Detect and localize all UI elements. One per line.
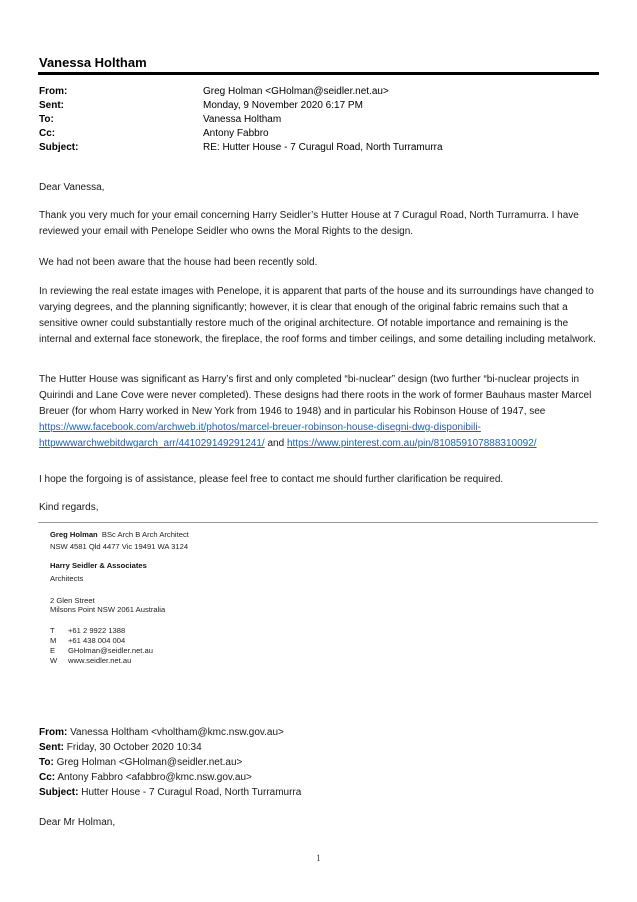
signature-name-line	[50, 530, 189, 540]
contact-phone-value: +61 2 9922 1388	[68, 626, 126, 635]
paragraph-4	[39, 372, 601, 452]
signature-name: Greg Holman	[50, 530, 98, 539]
paragraph-1-text: Thank you very much for your email concerning Harry Seidler’s Hutter House at 7 Curagul Road, North Turramurra. I have reviewed your email with Penelope Seidler who owns the Moral Rights to the design.	[39, 210, 579, 237]
page-number: 1	[316, 853, 321, 863]
header-cc-label: Cc:	[39, 128, 56, 139]
title-divider	[38, 72, 599, 75]
contact-web-label: W	[50, 656, 58, 665]
prior-from-label: From:	[39, 727, 68, 738]
contact-email-value[interactable]: GHolman@seidler.net.au	[68, 646, 153, 655]
contact-email-label: E	[50, 646, 56, 655]
contact-mobile	[50, 636, 125, 646]
signature-firm-sub: Architects	[50, 574, 84, 583]
prior-subject-label: Subject:	[39, 787, 79, 798]
paragraph-3-text: In reviewing the real estate images with Penelope, it is apparent that parts of the house and its surroundings have changed to varying degrees, and the planning significantly; however, it is clear that enough of the original fabric remains such that a sensitive owner could substantially restore much of the original architecture. Of notable importance and remaining is the internal and external face stonework, the fireplace, the roof forms and timber ceilings, and some detailing including metalwork.	[39, 286, 596, 345]
contact-phone-label: T	[50, 626, 55, 635]
greeting	[39, 180, 601, 196]
prior-to-label: To:	[39, 757, 54, 768]
prior-subject-line	[39, 785, 301, 800]
contact-mobile-label: M	[50, 636, 57, 645]
signature-address-2: Milsons Point NSW 2061 Australia	[50, 605, 166, 614]
contact-web	[50, 656, 131, 666]
signature-firm-line	[50, 561, 147, 571]
prior-to-line	[39, 755, 242, 770]
paragraph-5-text: I hope the forgoing is of assistance, please feel free to contact me should further clarification be required.	[39, 474, 504, 485]
prior-greeting: Dear Mr Holman,	[39, 817, 116, 828]
contact-phone	[50, 626, 125, 636]
header-from-value: Greg Holman <GHolman@seidler.net.au>	[203, 86, 389, 97]
paragraph-2-text: We had not been aware that the house had been recently sold.	[39, 257, 318, 268]
facebook-link[interactable]: https://www.facebook.com/archweb.it/photos/marcel-breuer-robinson-house-disegni-dwg-disponibili-httpwwwarchwebitdwgarch_arr/441029149291241/	[39, 422, 481, 449]
header-cc-value: Antony Fabbro	[203, 128, 269, 139]
contact-email	[50, 646, 153, 656]
prior-from-line	[39, 725, 284, 740]
and-text: and	[264, 438, 287, 449]
header-sent-value: Monday, 9 November 2020 6:17 PM	[203, 100, 363, 111]
header-subject-label: Subject:	[39, 142, 79, 153]
closing-text: Kind regards,	[39, 502, 99, 513]
greeting-text: Dear Vanessa,	[39, 182, 105, 193]
paragraph-4-text: The Hutter House was significant as Harry’s first and only completed “bi-nuclear” design (two further “bi-nuclear projects in Quirindi and Lane Cove were never completed). These designs had there roots in the work of former Bauhaus master Marcel Breuer (for whom Harry worked in New York from 1946 to 1948) and in particular his Robinson House of 1947, see	[39, 374, 592, 417]
paragraph-4-content	[39, 372, 601, 452]
paragraph-2	[39, 255, 601, 271]
prior-from-value: Vanessa Holtham <vholtham@kmc.nsw.gov.au>	[67, 727, 284, 738]
header-subject-value: RE: Hutter House - 7 Curagul Road, North Turramurra	[203, 142, 443, 153]
contact-web-value[interactable]: www.seidler.net.au	[68, 656, 132, 665]
header-from-label: From:	[39, 86, 68, 97]
prior-sent-label: Sent:	[39, 742, 64, 753]
prior-to-value: Greg Holman <GHolman@seidler.net.au>	[53, 757, 243, 768]
closing	[39, 500, 601, 516]
paragraph-1	[39, 208, 601, 240]
signature-firm: Harry Seidler & Associates	[50, 561, 147, 570]
paragraph-5	[39, 472, 601, 488]
header-to-label: To:	[39, 114, 54, 125]
header-sent-label: Sent:	[39, 100, 64, 111]
prior-cc-label: Cc:	[39, 772, 56, 783]
prior-cc-value: Antony Fabbro <afabbro@kmc.nsw.gov.au>	[55, 772, 252, 783]
pinterest-link[interactable]: https://www.pinterest.com.au/pin/81085910788831009​2/	[286, 438, 537, 449]
prior-subject-value: Hutter House - 7 Curagul Road, North Turramurra	[78, 787, 302, 798]
prior-cc-line	[39, 770, 252, 785]
prior-sent-value: Friday, 30 October 2020 10:34	[64, 742, 202, 753]
signature-quals: BSc Arch B Arch Architect	[101, 530, 189, 539]
header-to-value: Vanessa Holtham	[203, 114, 282, 125]
document-title: Vanessa Holtham	[39, 55, 147, 70]
signature-registrations: NSW 4581 Qld 4477 Vic 19491 WA 3124	[50, 542, 189, 551]
contact-mobile-value: +61 438 004 004	[68, 636, 126, 645]
signature-address-1: 2 Glen Street	[50, 596, 95, 605]
signature-divider	[38, 522, 598, 523]
prior-sent-line	[39, 740, 202, 755]
paragraph-3	[39, 284, 601, 348]
